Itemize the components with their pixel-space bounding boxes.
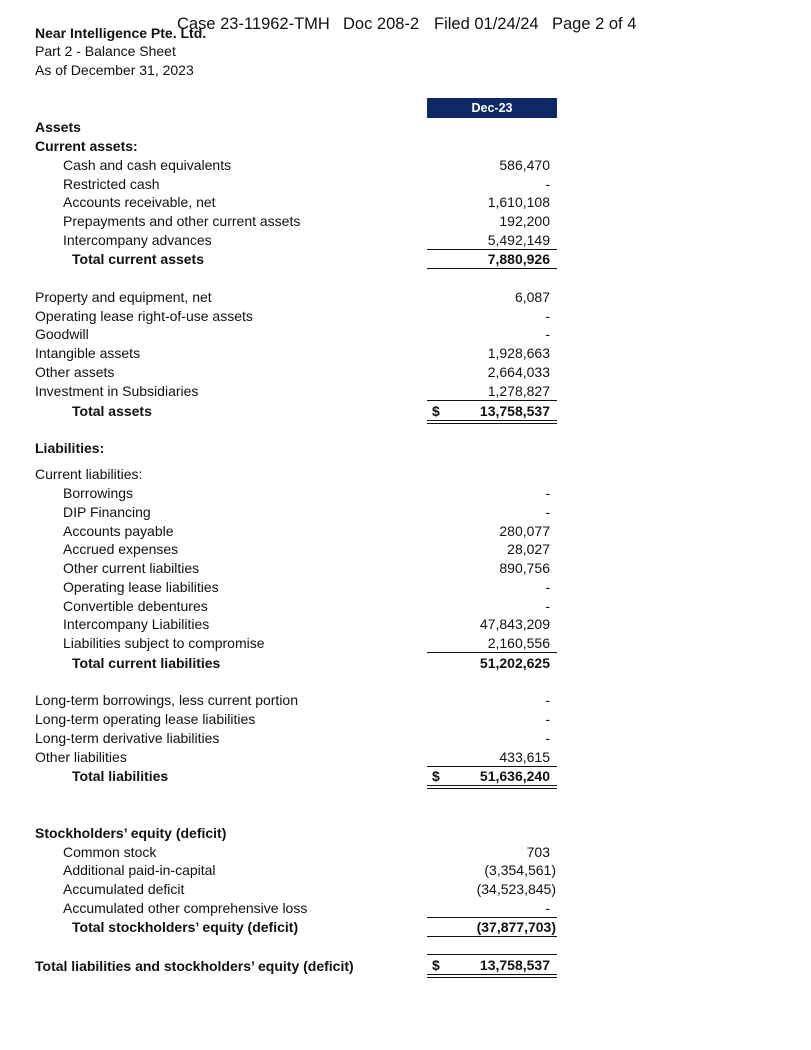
line-item-label: Long-term operating lease liabilities <box>35 711 256 727</box>
double-rule-top <box>427 420 557 421</box>
line-item-value: - <box>545 485 550 501</box>
column-header-dec-23: Dec-23 <box>427 98 557 118</box>
line-item-value: - <box>545 711 550 727</box>
subtotal-rule <box>427 268 557 269</box>
case-number: Case 23-11962-TMH <box>177 15 330 33</box>
subtotal-rule <box>427 917 557 918</box>
line-item-label: Accrued expenses <box>63 541 179 557</box>
line-item-label: Investment in Subsidiaries <box>35 383 199 399</box>
liabilities-heading: Liabilities: <box>35 440 105 456</box>
double-rule-top <box>427 785 557 786</box>
dollar-sign: $ <box>432 403 440 419</box>
line-item-value: - <box>545 692 550 708</box>
line-item-label: Liabilities subject to compromise <box>63 635 265 651</box>
line-item-value: 2,664,033 <box>487 364 550 380</box>
line-item-label: Other liabilities <box>35 749 127 765</box>
total-current-liabilities-value: 51,202,625 <box>479 655 550 671</box>
line-item-label: Intangible assets <box>35 345 141 361</box>
line-item-label: Operating lease right-of-use assets <box>35 308 253 324</box>
line-item-label: Intercompany Liabilities <box>63 616 210 632</box>
total-liabilities-equity-label: Total liabilities and stockholders’ equity (deficit) <box>35 958 354 974</box>
line-item-value: 47,843,209 <box>479 616 550 632</box>
line-item-value: 1,928,663 <box>487 345 550 361</box>
statement-part: Part 2 - Balance Sheet <box>35 43 176 59</box>
line-item-value: (34,523,845) <box>476 881 556 897</box>
total-current-assets-value: 7,880,926 <box>487 251 550 267</box>
line-item-value: - <box>545 598 550 614</box>
line-item-value: - <box>545 504 550 520</box>
line-item-value: 586,470 <box>499 157 550 173</box>
line-item-label: Other current liabilties <box>63 560 200 576</box>
line-item-value: - <box>545 900 550 916</box>
subtotal-rule <box>427 936 557 937</box>
total-liabilities-value: 51,636,240 <box>479 768 550 784</box>
filed-date: Filed 01/24/24 <box>434 15 539 33</box>
line-item-label: Long-term derivative liabilities <box>35 730 220 746</box>
subtotal-rule <box>427 766 557 767</box>
line-item-value: - <box>545 176 550 192</box>
doc-number: Doc 208-2 <box>343 15 420 33</box>
line-item-label: DIP Financing <box>63 504 151 520</box>
line-item-label: Cash and cash equivalents <box>63 157 232 173</box>
line-item-label: Accounts payable <box>63 523 174 539</box>
line-item-label: Goodwill <box>35 326 89 342</box>
line-item-value: 280,077 <box>499 523 550 539</box>
total-current-assets-label: Total current assets <box>72 251 205 267</box>
line-item-value: 28,027 <box>507 541 550 557</box>
line-item-label: Accumulated deficit <box>63 881 185 897</box>
line-item-label: Accounts receivable, net <box>63 194 216 210</box>
assets-heading: Assets <box>35 119 81 135</box>
line-item-value: 1,610,108 <box>487 194 550 210</box>
total-assets-value: 13,758,537 <box>479 403 550 419</box>
line-item-value: 703 <box>526 844 550 860</box>
line-item-label: Accumulated other comprehensive loss <box>63 900 308 916</box>
subtotal-rule <box>427 652 557 653</box>
line-item-value: - <box>545 579 550 595</box>
dollar-sign: $ <box>432 768 440 784</box>
line-item-label: Intercompany advances <box>63 232 212 248</box>
as-of-date: As of December 31, 2023 <box>35 62 194 78</box>
double-rule-bottom <box>427 977 557 978</box>
line-item-value: 433,615 <box>499 749 550 765</box>
line-item-label: Operating lease liabilities <box>63 579 219 595</box>
line-item-value: 6,087 <box>514 289 550 305</box>
line-item-label: Property and equipment, net <box>35 289 212 305</box>
page-number: Page 2 of 4 <box>552 15 637 33</box>
dollar-sign: $ <box>432 957 440 973</box>
line-item-value: - <box>545 308 550 324</box>
line-item-value: 890,756 <box>499 560 550 576</box>
current-liabilities-heading: Current liabilities: <box>35 466 143 482</box>
subtotal-rule <box>427 400 557 401</box>
line-item-value: 1,278,827 <box>487 383 550 399</box>
line-item-label: Convertible debentures <box>63 598 208 614</box>
line-item-label: Prepayments and other current assets <box>63 213 301 229</box>
line-item-value: 5,492,149 <box>487 232 550 248</box>
double-rule-top <box>427 974 557 975</box>
total-liabilities-equity-value: 13,758,537 <box>479 957 550 973</box>
current-assets-heading: Current assets: <box>35 138 138 154</box>
line-item-label: Common stock <box>63 844 157 860</box>
line-item-value: 192,200 <box>499 213 550 229</box>
total-liabilities-label: Total liabilities <box>72 768 169 784</box>
line-item-label: Borrowings <box>63 485 134 501</box>
line-item-label: Additional paid-in-capital <box>63 862 216 878</box>
line-item-label: Restricted cash <box>63 176 160 192</box>
double-rule-bottom <box>427 423 557 424</box>
line-item-value: (3,354,561) <box>484 862 556 878</box>
total-current-liabilities-label: Total current liabilities <box>72 655 221 671</box>
line-item-label: Long-term borrowings, less current portion <box>35 692 299 708</box>
company-name: Near Intelligence Pte. Ltd. <box>35 25 207 41</box>
equity-heading: Stockholders’ equity (deficit) <box>35 825 227 841</box>
total-equity-value: (37,877,703) <box>476 919 556 935</box>
double-rule-bottom <box>427 788 557 789</box>
double-rule-top <box>427 954 557 955</box>
line-item-value: 2,160,556 <box>487 635 550 651</box>
total-assets-label: Total assets <box>72 403 152 419</box>
line-item-value: - <box>545 730 550 746</box>
subtotal-rule <box>427 249 557 250</box>
line-item-label: Other assets <box>35 364 115 380</box>
total-equity-label: Total stockholders’ equity (deficit) <box>72 919 299 935</box>
line-item-value: - <box>545 326 550 342</box>
